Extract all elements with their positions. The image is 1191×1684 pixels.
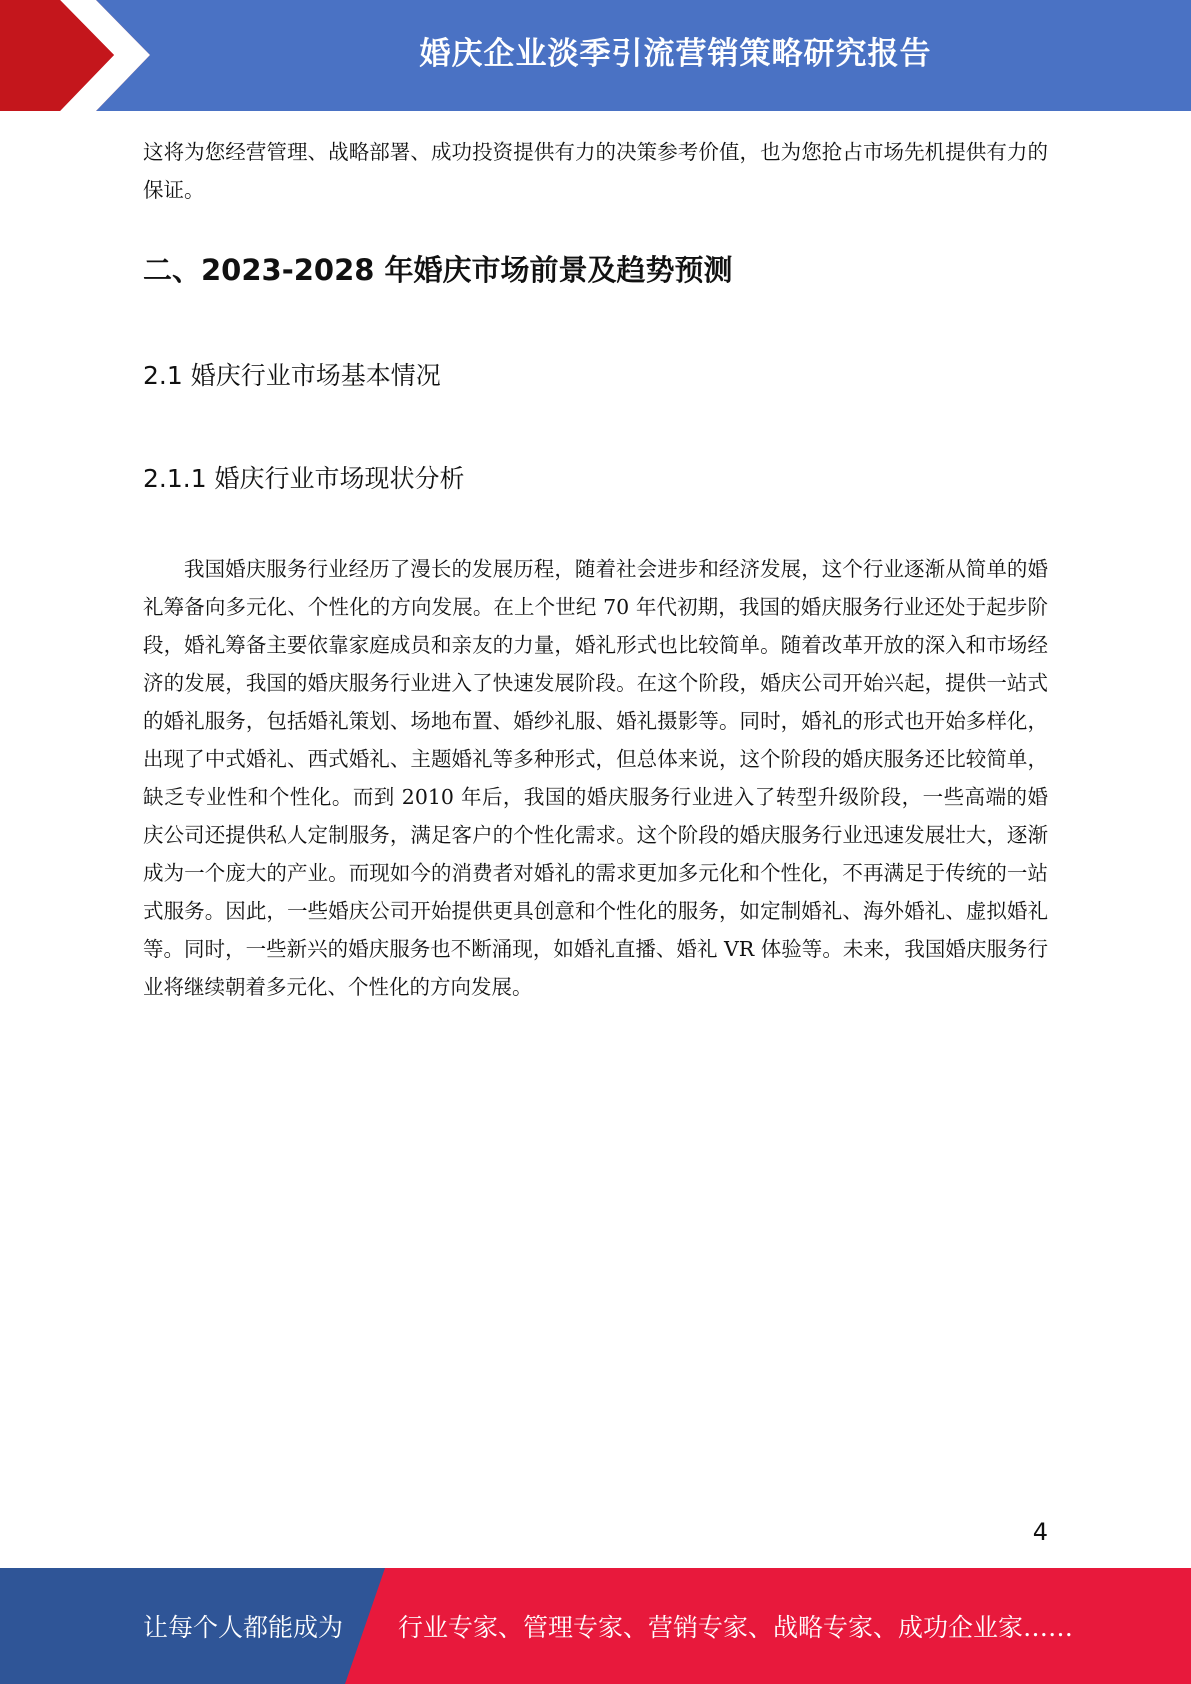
report-title: 婚庆企业淡季引流营销策略研究报告 xyxy=(419,35,932,72)
body-block xyxy=(143,550,1048,1006)
intro-paragraph: 这将为您经营管理、战略部署、成功投资提供有力的决策参考价值，也为您抢占市场先机提供有力的保证。 xyxy=(143,140,1048,202)
page-number: 4 xyxy=(1032,1518,1048,1546)
subsection-heading: 2.1 婚庆行业市场基本情况 xyxy=(143,361,441,390)
footer-slogan-right: 行业专家、管理专家、营销专家、战略专家、成功企业家…… xyxy=(398,1613,1074,1642)
body-paragraph: 我国婚庆服务行业经历了漫长的发展历程，随着社会进步和经济发展，这个行业逐渐从简单的婚礼筹备向多元化、个性化的方向发展。在上个世纪 70 年代初期，我国的婚庆服务行业还处于起步阶段，婚礼筹备主要依靠家庭成员和亲友的力量，婚礼形式也比较简单。随着改革开放的深入和市场经济的发展，我国的婚庆服务行业进入了快速发展阶段。在这个阶段，婚庆公司开始兴起，提供一站式的婚礼服务，包括婚礼策划、场地布置、婚纱礼服、婚礼摄影等。同时，婚礼的形式也开始多样化，出现了中式婚礼、西式婚礼、主题婚礼等多种形式，但总体来说，这个阶段的婚庆服务还比较简单，缺乏专业性和个性化。而到 2010 年后，我国的婚庆服务行业进入了转型升级阶段，一些高端的婚庆公司还提供私人定制服务，满足客户的个性化需求。这个阶段的婚庆服务行业迅速发展壮大，逐渐成为一个庞大的产业。而现如今的消费者对婚礼的需求更加多元化和个性化，不再满足于传统的一站式服务。因此，一些婚庆公司开始提供更具创意和个性化的服务，如定制婚礼、海外婚礼、虚拟婚礼等。同时，一些新兴的婚庆服务也不断涌现，如婚礼直播、婚礼 VR 体验等。未来，我国婚庆服务行业将继续朝着多元化、个性化的方向发展。 xyxy=(143,557,1048,999)
page-footer xyxy=(0,1568,1191,1684)
subsubsection-heading: 2.1.1 婚庆行业市场现状分析 xyxy=(143,464,465,493)
footer-slogan-left: 让每个人都能成为 xyxy=(143,1613,344,1642)
page-header xyxy=(0,0,1191,111)
intro-block xyxy=(143,133,1048,209)
section-heading: 二、2023-2028 年婚庆市场前景及趋势预测 xyxy=(143,253,733,287)
